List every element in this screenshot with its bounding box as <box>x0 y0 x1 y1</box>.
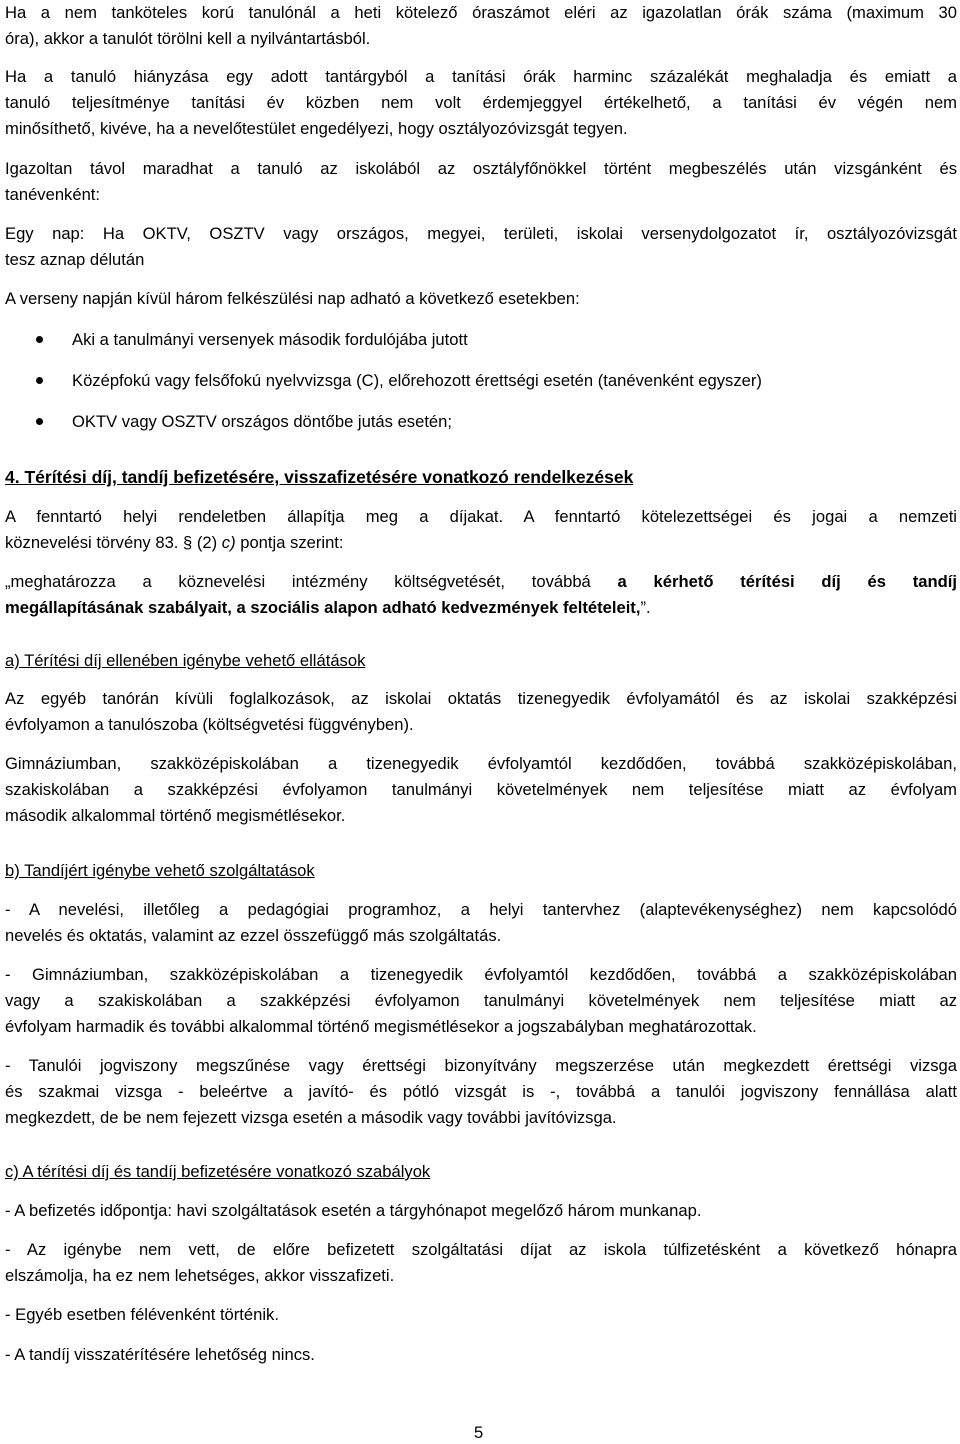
paragraph-services-b3: - Tanulói jogviszony megszűnése vagy érettségi bizonyítvány megszerzése után megkezdett érettségi vizsga és szakmai vizsga - beleértve a javító- és pótló vizsgát is -, továbbá a tanulói jogviszony fennállása alatt megkezdett, de be nem fejezett vizsga esetén a második vagy további javítóvizsga. <box>5 1056 957 1127</box>
paragraph-refund: - Az igénybe nem vett, de előre befizetett szolgáltatási díjat az iskola túlfizetésként a következő hónapra elszámolja, ha ez nem lehetséges, akkor visszafizeti. <box>5 1240 957 1285</box>
subheading-b: b) Tandíjért igénybe vehető szolgáltatások <box>5 861 315 880</box>
bullet-icon <box>36 418 43 425</box>
paragraph-one-day: Egy nap: Ha OKTV, OSZTV vagy országos, megyei, területi, iskolai versenydolgozatot ír, osztályozóvizsgát tesz aznap délután <box>5 224 957 269</box>
section-heading: 4. Térítési díj, tandíj befizetésére, visszafizetésére vonatkozó rendelkezések <box>5 467 634 487</box>
subheading-a: a) Térítési díj ellenében igénybe vehető ellátások <box>5 651 366 670</box>
bullet-icon <box>36 336 43 343</box>
quote-paragraph: „meghatározza a köznevelési intézmény költségvetését, továbbá a kérhető térítési díj és tandíj megállapításának szabályait, a szociális alapon adható kedvezmények feltételeit,”. <box>5 572 957 617</box>
paragraph-unexcused-absence: Ha a nem tanköteles korú tanulónál a heti kötelező óraszámot eléri az igazolatlan órák száma (maximum 30 óra), akkor a tanulót törölni kell a nyilvántartásból. <box>5 3 957 48</box>
paragraph-other-case: - Egyéb esetben félévenként történik. <box>5 1305 279 1324</box>
subheading-c: c) A térítési díj és tandíj befizetésére vonatkozó szabályok <box>5 1162 431 1181</box>
document-page: Ha a nem tanköteles korú tanulónál a heti kötelező óraszámot eléri az igazolatlan órák száma (maximum 30 óra), akkor a tanulót törölni kell a nyilvántartásból. Ha a tanuló hiányzása egy adott tantárgyból a tanítási órák harminc százalékát meghaladja és emiatt a tanuló teljesítménye tanítási év közben nem volt érdemjeggyel értékelhető, a tanítási év végén nem minősíthető, kivéve, ha a nevelőtestület engedélyezi, hogy osztályozóvizsgát tegyen. Igazoltan távol maradhat a tanuló az iskolából az osztályfőnökkel történt megbeszélés után vizsgánként és tanévenként: Egy nap: Ha OKTV, OSZTV vagy országos, megyei, területi, iskolai versenydolgozatot ír, osztályozóvizsgát tesz aznap délután A verseny napján kívül három felkészülési nap adható a következő esetekben: Aki a tanulmányi versenyek második fordulójába jutott Középfokú vagy felsőfokú nyelvvizsga (C), előrehozott érettségi esetén (tanévenként egyszer) OKTV vagy OSZTV országos döntőbe jutás esetén; 4. Térítési díj, tandíj befizetésére, visszafizetésére vonatkozó rendelkezések A fenntartó helyi rendeletben állapítja meg a díjakat. A fenntartó kötelezettségei és jogai a nemzeti köznevelési törvény 83. § (2) c) pontja szerint: „meghatározza a köznevelési intézmény költségvetését, továbbá a kérhető térítési díj és tandíj megállapításának szabályait, a szociális alapon adható kedvezmények feltételeit,”. a) Térítési díj ellenében igénybe vehető ellátások Az egyéb tanórán kívüli foglalkozások, az iskolai oktatás tizenegyedik évfolyamától és az iskolai szakképzési évfolyamon a tanulószoba (költségvetési függvényben). Gimnáziumban, szakközépiskolában a tizenegyedik évfolyamtól kezdődően, továbbá szakközépiskolában, szakiskolában a szakképzési évfolyamon tanulmányi követelmények nem teljesítése miatt az évfolyam második alkalommal történő megismétlésekor. b) Tandíjért igénybe vehető szolgáltatások - A nevelési, illetőleg a pedagógiai programhoz, a helyi tantervhez (alaptevékenységhez) nem kapcsolódó nevelés és oktatás, valamint az ezzel összefüggő más szolgáltatás. - Gimnáziumban, szakközépiskolában a tizenegyedik évfolyamtól kezdődően, továbbá a szakközépiskolában vagy a szakiskolában a szakképzési évfolyamon tanulmányi követelmények nem teljesítése miatt az évfolyam harmadik és további alkalommal történő megismétlésekor a jogszabályban meghatározottak. - Tanulói jogviszony megszűnése vagy érettségi bizonyítvány megszerzése után megkezdett érettségi vizsga és szakmai vizsga - beleértve a javító- és pótló vizsgát is -, továbbá a tanulói jogviszony fennállása alatt megkezdett, de be nem fejezett vizsga esetén a második vagy további javítóvizsga. c) A térítési díj és tandíj befizetésére vonatkozó szabályok - A befizetés időpontja: havi szolgáltatások esetén a tárgyhónapot megelőző három munkanap. - Az igénybe nem vett, de előre befizetett szolgáltatási díjat az iskola túlfizetésként a következő hónapra elszámolja, ha ez nem lehetséges, akkor visszafizeti. - Egyéb esetben félévenként történik. - A tandíj visszatérítésére lehetőség nincs. 5 <box>0 0 960 1444</box>
paragraph-services-a2: Gimnáziumban, szakközépiskolában a tizenegyedik évfolyamtól kezdődően, továbbá szakközépiskolában, szakiskolában a szakképzési évfolyamon tanulmányi követelmények nem teljesítése miatt az évfolyam második alkalommal történő megismétlésekor. <box>5 754 957 825</box>
paragraph-services-b2: - Gimnáziumban, szakközépiskolában a tizenegyedik évfolyamtól kezdődően, továbbá a szakközépiskolában vagy a szakiskolában a szakképzési évfolyamon tanulmányi követelmények nem teljesítése miatt az évfolyam harmadik és további alkalommal történő megismétlésekor a jogszabályban meghatározottak. <box>5 965 957 1036</box>
paragraph-services-b1: - A nevelési, illetőleg a pedagógiai programhoz, a helyi tantervhez (alaptevékenységhez) nem kapcsolódó nevelés és oktatás, valamint az ezzel összefüggő más szolgáltatás. <box>5 900 957 945</box>
paragraph-fees: A fenntartó helyi rendeletben állapítja meg a díjakat. A fenntartó kötelezettségei és jogai a nemzeti köznevelési törvény 83. § (2) c) pontja szerint: <box>5 507 957 552</box>
bullet-icon <box>36 377 43 384</box>
paragraph-services-a1: Az egyéb tanórán kívüli foglalkozások, az iskolai oktatás tizenegyedik évfolyamától és az iskolai szakképzési évfolyamon a tanulószoba (költségvetési függvényben). <box>5 689 957 734</box>
paragraph-preparation-days: A verseny napján kívül három felkészülési nap adható a következő esetekben: <box>5 289 580 308</box>
paragraph-payment-time: - A befizetés időpontja: havi szolgáltatások esetén a tárgyhónapot megelőző három munkanap. <box>5 1201 702 1220</box>
paragraph-no-tuition-refund: - A tandíj visszatérítésére lehetőség nincs. <box>5 1345 315 1364</box>
page-number: 5 <box>474 1423 484 1442</box>
paragraph-subject-absence: Ha a tanuló hiányzása egy adott tantárgyból a tanítási órák harminc százalékát meghaladja és emiatt a tanuló teljesítménye tanítási év közben nem volt érdemjeggyel értékelhető, a tanítási év végén nem minősíthető, kivéve, ha a nevelőtestület engedélyezi, hogy osztályozóvizsgát tegyen. <box>5 67 957 138</box>
paragraph-excused-absence: Igazoltan távol maradhat a tanuló az iskolából az osztályfőnökkel történt megbeszélés után vizsgánként és tanévenként: <box>5 159 957 204</box>
